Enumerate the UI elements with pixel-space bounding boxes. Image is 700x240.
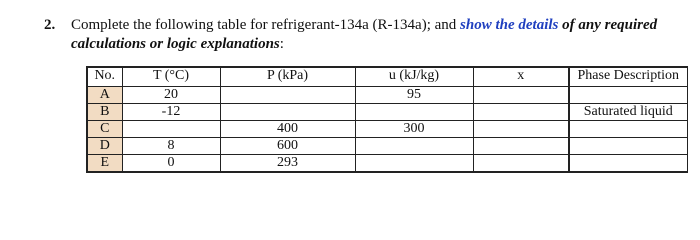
cell-temperature	[122, 121, 220, 138]
cell-quality	[473, 104, 569, 121]
row-label: E	[87, 155, 122, 173]
header-no: No.	[87, 67, 122, 87]
table-row	[87, 155, 687, 173]
cell-internal-energy	[355, 104, 473, 121]
question-text-start: Complete the following table for refrigerant-134a (R-134a); and	[71, 17, 461, 33]
row-label: C	[87, 121, 122, 138]
cell-quality	[473, 138, 569, 155]
question-emphasis: of any required calculations or logic explanations	[71, 17, 658, 52]
cell-phase: Saturated liquid	[569, 104, 687, 121]
question-text-end: :	[279, 36, 284, 52]
header-quality: x	[473, 67, 569, 87]
header-pressure: P (kPa)	[220, 67, 355, 87]
cell-quality	[473, 87, 569, 104]
cell-temperature: 0	[122, 155, 220, 173]
cell-internal-energy	[355, 138, 473, 155]
row-label: B	[87, 104, 122, 121]
cell-temperature: 20	[122, 87, 220, 104]
cell-pressure: 400	[220, 121, 355, 138]
cell-phase	[569, 121, 687, 138]
cell-pressure	[220, 104, 355, 121]
table-row	[87, 87, 687, 104]
cell-pressure: 600	[220, 138, 355, 155]
cell-phase	[569, 155, 687, 173]
cell-temperature: 8	[122, 138, 220, 155]
row-label: D	[87, 138, 122, 155]
table-header-row	[87, 67, 687, 87]
header-temperature: T (°C)	[122, 67, 220, 87]
cell-phase	[569, 87, 687, 104]
cell-internal-energy	[355, 155, 473, 173]
question-emphasis-blue: show the details	[460, 17, 559, 33]
header-internal-energy: u (kJ/kg)	[355, 67, 473, 87]
row-label: A	[87, 87, 122, 104]
header-phase-description: Phase Description	[569, 67, 687, 87]
cell-temperature: -12	[122, 104, 220, 121]
r134a-property-table	[86, 66, 688, 173]
question-text	[71, 16, 671, 54]
table-row	[87, 104, 687, 121]
table-row	[87, 121, 687, 138]
cell-internal-energy: 300	[355, 121, 473, 138]
cell-pressure	[220, 87, 355, 104]
cell-quality	[473, 155, 569, 173]
question-number: 2.	[44, 17, 56, 33]
cell-phase	[569, 138, 687, 155]
cell-internal-energy: 95	[355, 87, 473, 104]
table-row	[87, 138, 687, 155]
cell-quality	[473, 121, 569, 138]
cell-pressure: 293	[220, 155, 355, 173]
